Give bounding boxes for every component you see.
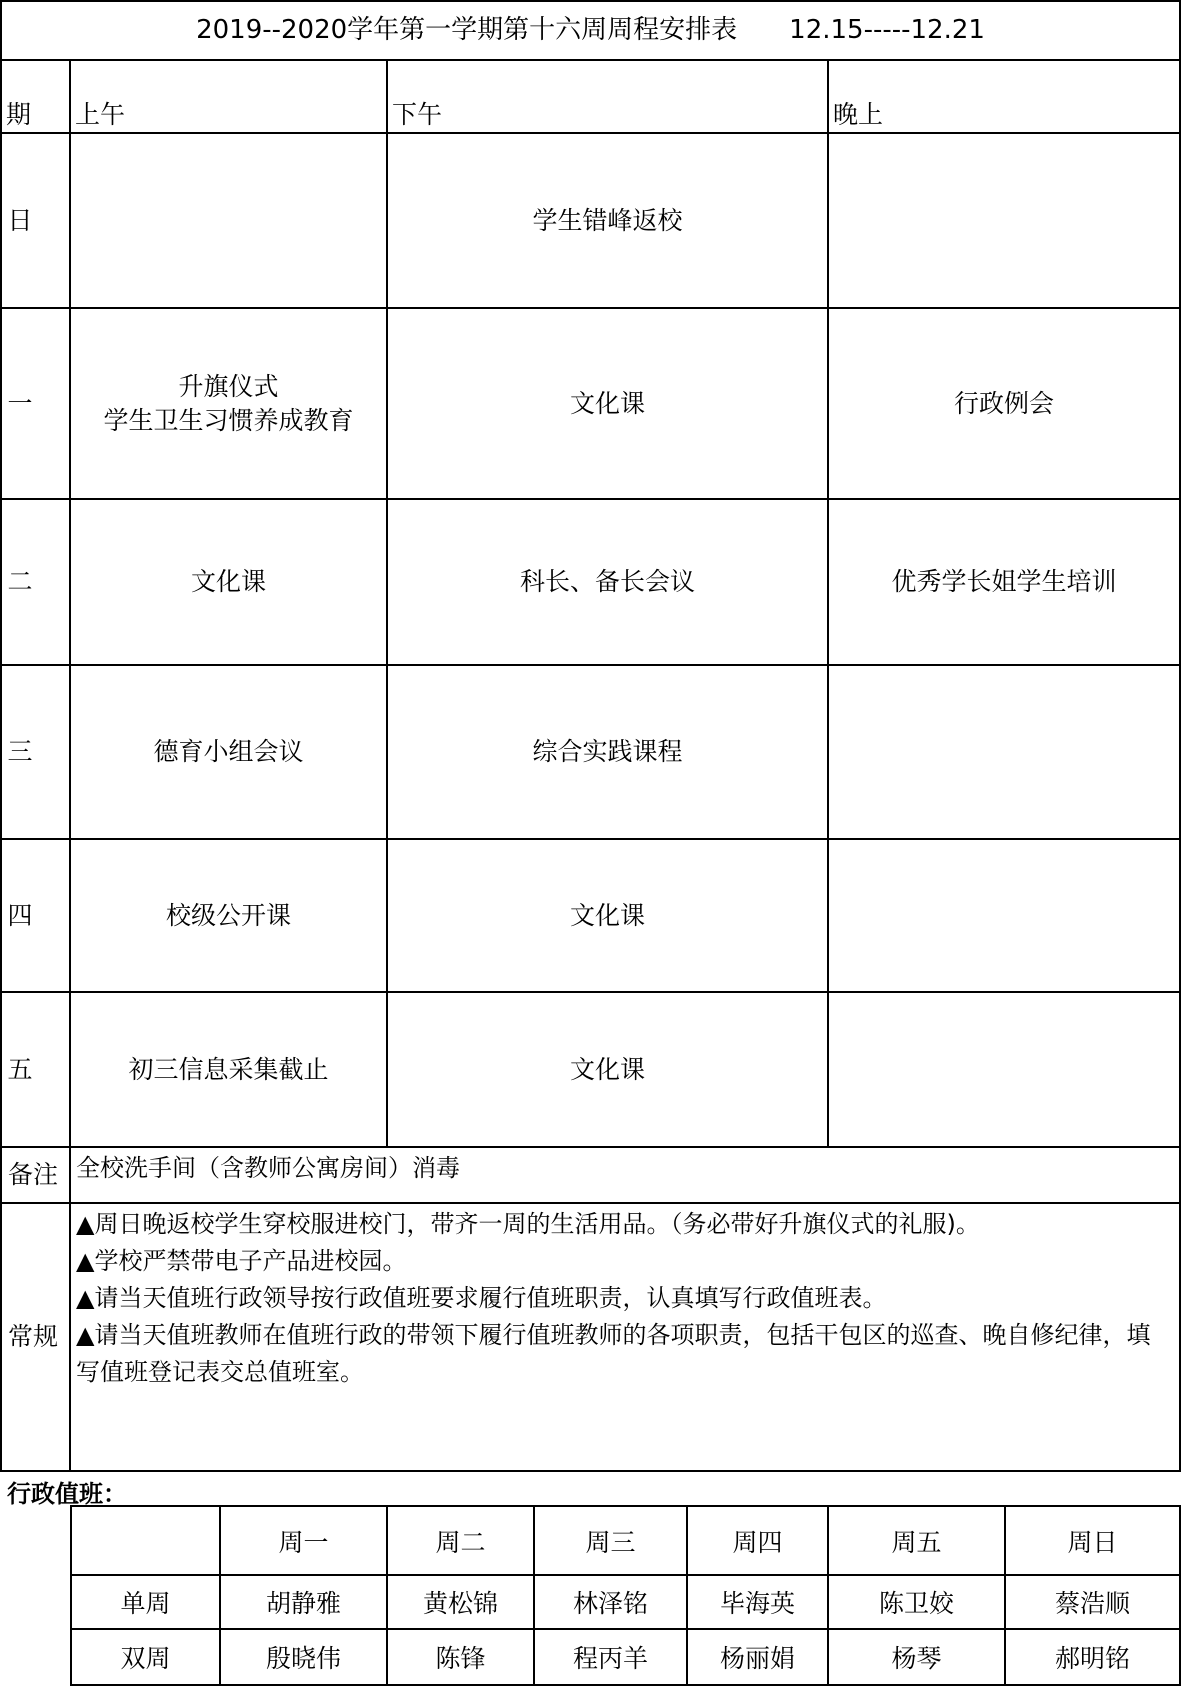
duty-name: 胡静雅 — [265, 1589, 341, 1618]
rule-item: ▲请当天值班行政领导按行政值班要求履行值班职责，认真填写行政值班表。 — [76, 1284, 887, 1312]
duty-name: 林泽铭 — [572, 1589, 648, 1618]
day-label: 三 — [7, 737, 33, 766]
duty-name: 陈锋 — [435, 1644, 486, 1673]
header-evening: 晚上 — [833, 100, 884, 129]
page-title: 2019--2020学年第一学期第十六周周程安排表 12.15-----12.21 — [196, 15, 985, 45]
duty-name: 殷晓伟 — [265, 1644, 341, 1673]
morning-cell: 校级公开课 — [165, 900, 291, 930]
duty-day-header: 周二 — [435, 1527, 486, 1557]
evening-cell: 行政例会 — [953, 388, 1054, 418]
duty-day-header: 周日 — [1067, 1527, 1118, 1557]
morning-cell: 文化课 — [190, 567, 266, 596]
duty-name: 杨琴 — [891, 1644, 942, 1673]
day-label: 日 — [7, 205, 33, 235]
header-afternoon: 下午 — [392, 100, 443, 129]
day-label: 一 — [7, 388, 33, 418]
row-divider — [0, 1146, 1181, 1148]
day-label: 五 — [7, 1054, 33, 1084]
duty-name: 毕海英 — [719, 1589, 795, 1618]
evening-cell: 优秀学长姐学生培训 — [891, 567, 1117, 596]
rule-item: ▲学校严禁带电子产品进校园。 — [76, 1247, 407, 1275]
rules-label: 常规 — [7, 1322, 58, 1351]
remarks-text: 全校洗手间（含教师公寓房间）消毒 — [76, 1154, 460, 1182]
duty-week-label: 双周 — [120, 1644, 171, 1673]
day-label: 二 — [7, 567, 33, 596]
afternoon-cell: 文化课 — [569, 900, 645, 930]
morning-cell: 初三信息采集截止 — [128, 1054, 329, 1084]
duty-name: 程丙羊 — [572, 1644, 648, 1673]
duty-day-header: 周五 — [891, 1527, 942, 1557]
morning-cell: 德育小组会议 — [153, 737, 304, 766]
header-morning: 上午 — [75, 100, 126, 129]
duty-day-header: 周三 — [585, 1527, 636, 1557]
duty-name: 杨丽娟 — [719, 1644, 795, 1673]
duty-name: 陈卫姣 — [878, 1589, 954, 1618]
afternoon-cell: 文化课 — [569, 388, 645, 418]
header-day: 期 — [6, 100, 32, 129]
afternoon-cell: 科长、备长会议 — [519, 567, 695, 596]
afternoon-cell: 学生错峰返校 — [532, 205, 683, 235]
duty-name: 郝明铭 — [1054, 1644, 1130, 1673]
duty-week-label: 单周 — [120, 1589, 171, 1618]
duty-title: 行政值班： — [7, 1480, 127, 1508]
duty-name: 黄松锦 — [422, 1589, 498, 1618]
duty-day-header: 周一 — [278, 1527, 329, 1557]
afternoon-cell: 综合实践课程 — [532, 737, 683, 766]
afternoon-cell: 文化课 — [569, 1054, 645, 1084]
day-label: 四 — [7, 900, 33, 930]
remarks-label: 备注 — [7, 1160, 58, 1189]
morning-cell: 升旗仪式 学生卫生习惯养成教育 — [103, 371, 354, 435]
row-divider — [0, 1202, 1181, 1204]
rule-item: ▲周日晚返校学生穿校服进校门，带齐一周的生活用品。（务必带好升旗仪式的礼服)。 — [76, 1210, 980, 1238]
duty-name: 蔡浩顺 — [1054, 1589, 1130, 1618]
rule-item: ▲请当天值班教师在值班行政的带领下履行值班教师的各项职责，包括干包区的巡查、晚自修纪律，填写值班登记表交总值班室。 — [76, 1321, 1151, 1386]
duty-day-header: 周四 — [732, 1527, 783, 1557]
